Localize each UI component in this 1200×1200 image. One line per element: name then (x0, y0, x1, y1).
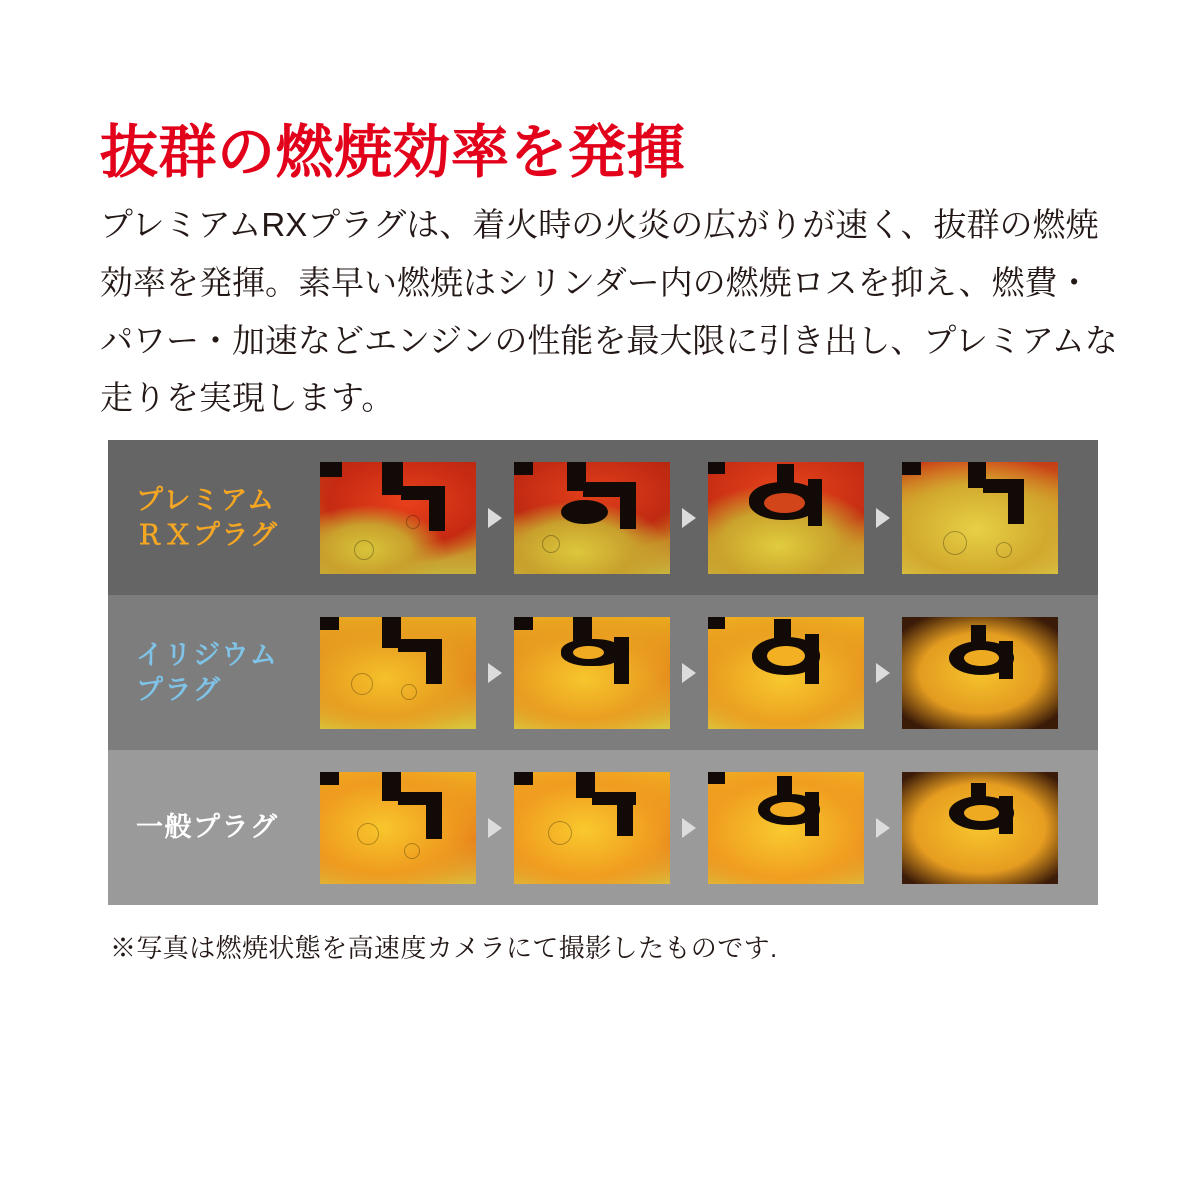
table-row-iridium (108, 595, 1098, 750)
triangle-right-icon (670, 507, 708, 529)
row-label-premium-rx (108, 483, 320, 552)
comparison-table (108, 440, 1098, 905)
frame-sequence-premium-rx (320, 462, 1098, 574)
combustion-frame (320, 617, 476, 729)
combustion-frame (514, 462, 670, 574)
frame-sequence-iridium (320, 617, 1098, 729)
body-copy (100, 196, 1118, 427)
triangle-right-icon (670, 817, 708, 839)
combustion-frame (514, 772, 670, 884)
triangle-right-icon (476, 817, 514, 839)
frame-sequence-standard (320, 772, 1098, 884)
row-label-iridium (108, 638, 320, 707)
triangle-right-icon (864, 507, 902, 529)
combustion-frame (514, 617, 670, 729)
combustion-frame (708, 772, 864, 884)
row-label-standard (108, 810, 320, 845)
triangle-right-icon (864, 662, 902, 684)
row-label-line2: プラグ (136, 674, 222, 705)
row-label-line1: 一般プラグ (136, 812, 279, 843)
triangle-right-icon (864, 817, 902, 839)
combustion-frame (320, 772, 476, 884)
page-title: 抜群の燃焼効率を発揮 (100, 119, 686, 185)
row-label-line1: イリジウム (136, 639, 279, 670)
combustion-frame (902, 772, 1058, 884)
footnote: ※写真は燃焼状態を高速度カメラにて撮影したものです. (110, 933, 778, 963)
body-paragraph: プレミアムRXプラグは、着火時の火炎の広がりが速く、抜群の燃焼効率を発揮。素早い燃焼はシリンダー内の燃焼ロスを抑え、燃費・パワー・加速などエンジンの性能を最大限に引き出し、プレミアムな走りを実現します。 (100, 206, 1118, 417)
triangle-right-icon (476, 662, 514, 684)
combustion-frame (320, 462, 476, 574)
table-row-standard (108, 750, 1098, 905)
combustion-frame (708, 617, 864, 729)
triangle-right-icon (476, 507, 514, 529)
triangle-right-icon (670, 662, 708, 684)
row-label-line2: ＲＸプラグ (136, 519, 279, 550)
table-row-premium-rx (108, 440, 1098, 595)
combustion-frame (708, 462, 864, 574)
row-label-line1: プレミアム (136, 484, 276, 515)
combustion-frame (902, 462, 1058, 574)
combustion-frame (902, 617, 1058, 729)
